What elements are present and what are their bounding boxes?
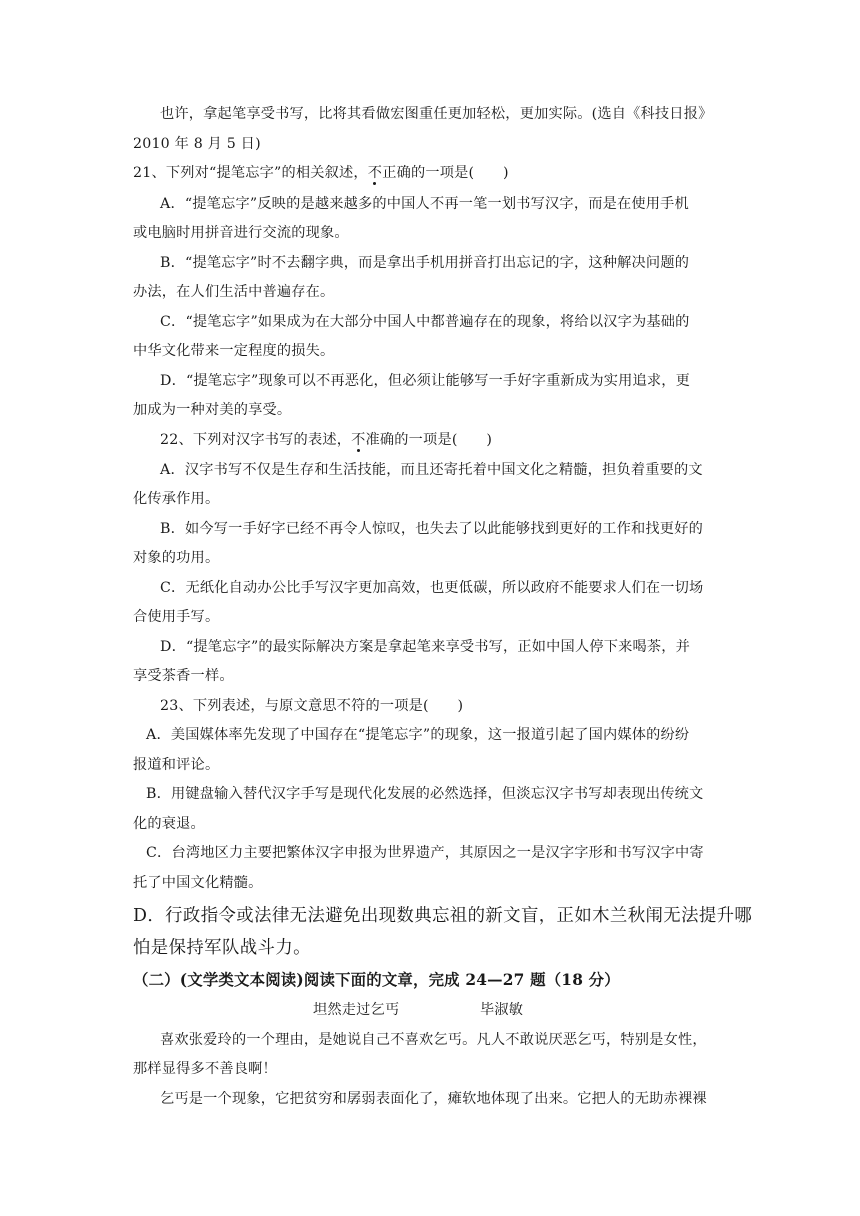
q22-option-b-line-2: 对象的功用。 — [133, 550, 220, 566]
article-author: 毕淑敏 — [480, 1002, 524, 1018]
q21-stem-post: 正确的一项是( ) — [382, 165, 509, 181]
q21-stem — [133, 163, 509, 183]
q22-emphasis-char: 不 — [351, 432, 366, 448]
q22-option-c-line-2: 合使用手写。 — [133, 609, 220, 625]
q21-emphasis-char: 不 — [367, 165, 383, 181]
q23-option-a-line-1: A．美国媒体率先发现了中国存在“提笔忘字”的现象，这一报道引起了国内媒体的纷纷 — [146, 727, 690, 743]
q21-option-b-line-1: B．“提笔忘字”时不去翻字典，而是拿出手机用拼音打出忘记的字，这种解决问题的 — [160, 255, 690, 271]
q23-option-b-line-1: B．用键盘输入替代汉字手写是现代化发展的必然选择，但淡忘汉字书写却表现出传统文 — [146, 786, 704, 802]
q21-option-c-line-1: C．“提笔忘字”如果成为在大部分中国人中都普遍存在的现象，将给以汉字为基础的 — [160, 314, 690, 330]
paragraph-2-line-1: 乞丐是一个现象，它把贫穷和孱弱表面化了，瘫软地体现了出来。它把人的无助赤裸裸 — [160, 1091, 707, 1107]
q22-option-a-line-2: 化传承作用。 — [133, 491, 220, 507]
q22-stem-post: 准确的一项是( ) — [365, 432, 493, 448]
q23-option-b-line-2: 化的衰退。 — [133, 816, 205, 832]
q22-option-d-line-2: 享受茶香一样。 — [133, 668, 234, 684]
q21-option-a-line-1: A．“提笔忘字”反映的是越来越多的中国人不再一笔一划书写汉字，而是在使用手机 — [160, 196, 689, 212]
q22-option-d-line-1: D．“提笔忘字”的最实际解决方案是拿起笔来享受书写，正如中国人停下来喝茶，并 — [160, 639, 691, 655]
q22-option-a-line-1: A．汉字书写不仅是生存和生活技能，而且还寄托着中国文化之精髓，担负着重要的文 — [160, 462, 703, 478]
q22-option-b-line-1: B．如今写一手好字已经不再令人惊叹，也失去了以此能够找到更好的工作和找更好的 — [160, 521, 703, 537]
q23-stem: 23、下列表述，与原文意思不符的一项是( ) — [160, 698, 464, 714]
paragraph-1-line-1: 喜欢张爱玲的一个理由，是她说自己不喜欢乞丐。凡人不敢说厌恶乞丐，特别是女性， — [160, 1032, 707, 1048]
section-heading: （二）(文学类文本阅读)阅读下面的文章，完成 24—27 题（18 分） — [133, 971, 620, 989]
q23-option-c-line-1: C．台湾地区力主要把繁体汉字申报为世界遗产，其原因之一是汉字字形和书写汉字中寄 — [146, 845, 704, 861]
q21-option-d-line-1: D．“提笔忘字”现象可以不再恶化，但必须让能够写一手好字重新成为实用追求，更 — [160, 373, 691, 389]
q21-stem-pre: 21、下列对“提笔忘字”的相关叙述， — [133, 165, 368, 181]
q22-stem-pre: 22、下列对汉字书写的表述， — [160, 432, 352, 448]
paragraph-1-line-2: 那样显得多不善良啊！ — [133, 1061, 277, 1077]
q23-option-d-line-2: 怕是保持军队战斗力。 — [133, 938, 311, 958]
intro-line-2: 2010 年 8 月 5 日) — [133, 136, 261, 152]
article-title: 坦然走过乞丐 — [313, 1002, 400, 1018]
q23-option-d-line-1: D．行政指令或法律无法避免出现数典忘祖的新文盲，正如木兰秋闱无法提升哪 — [133, 906, 753, 926]
q21-option-b-line-2: 办法，在人们生活中普遍存在。 — [133, 284, 335, 300]
q21-option-c-line-2: 中华文化带来一定程度的损失。 — [133, 343, 335, 359]
q21-option-a-line-2: 或电脑时用拼音进行交流的现象。 — [133, 225, 349, 241]
intro-line-1: 也许，拿起笔享受书写，比将其看做宏图重任更加轻松，更加实际。(选自《科技日报》 — [160, 106, 713, 122]
q23-option-c-line-2: 托了中国文化精髓。 — [133, 875, 263, 891]
q22-option-c-line-1: C．无纸化自动办公比手写汉字更加高效，也更低碳，所以政府不能要求人们在一切场 — [160, 580, 704, 596]
q21-option-d-line-2: 加成为一种对美的享受。 — [133, 402, 292, 418]
q22-stem — [160, 430, 492, 450]
q23-option-a-line-2: 报道和评论。 — [133, 757, 220, 773]
